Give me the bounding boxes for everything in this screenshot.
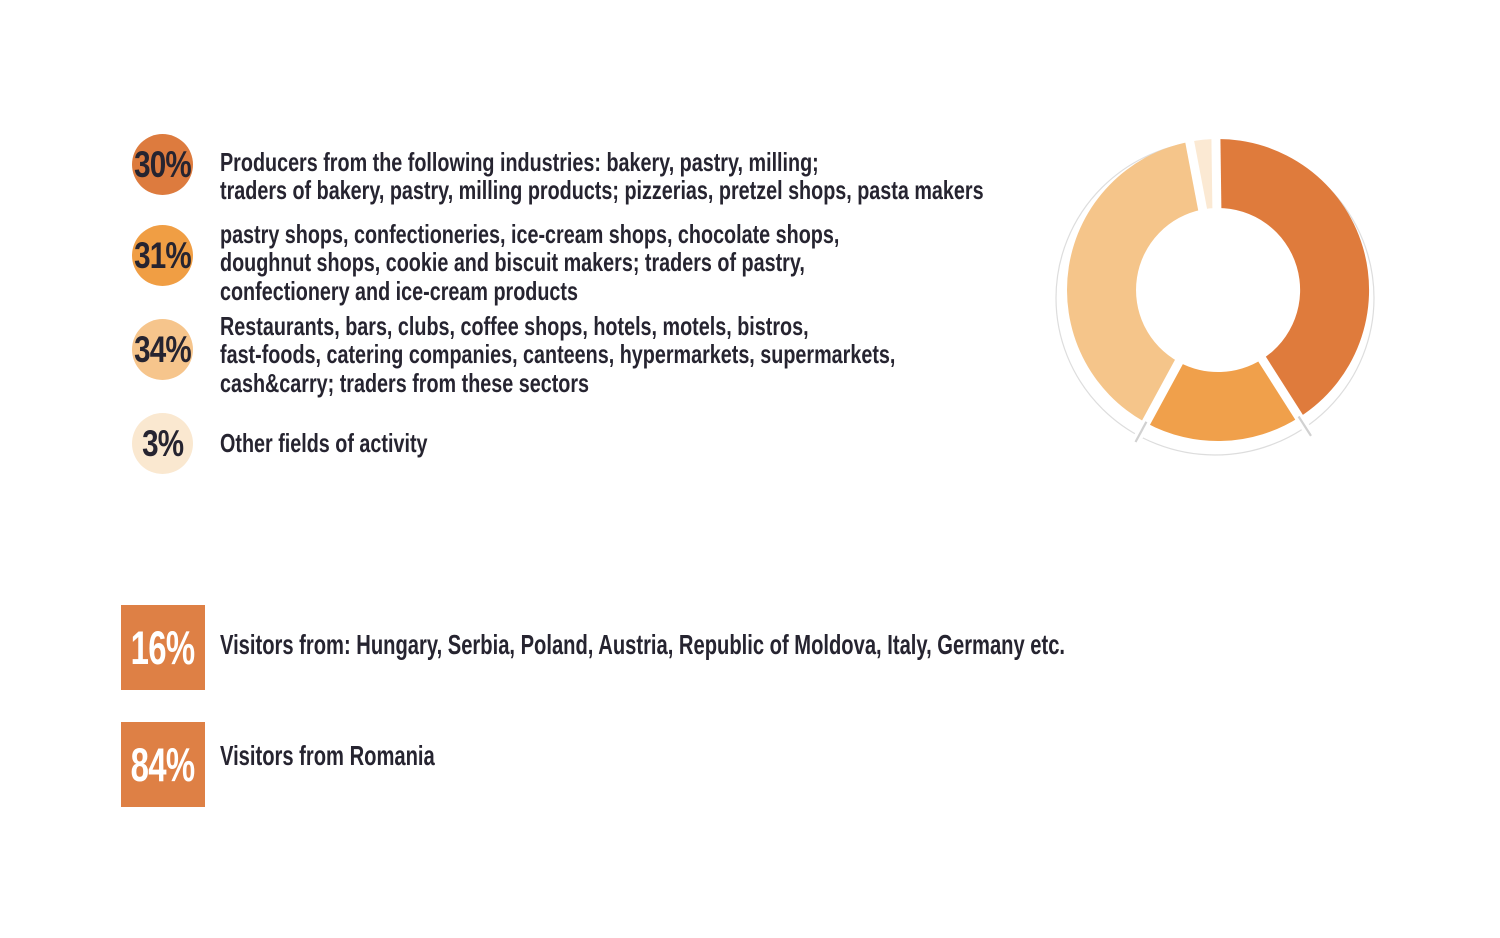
stat-pct-romania-visitors: 84% xyxy=(131,738,195,791)
legend-swatch-other xyxy=(132,413,193,474)
donut-chart xyxy=(1040,110,1400,470)
legend-pct-other: 3% xyxy=(141,422,184,464)
desc-line: Restaurants, bars, clubs, coffee shops, hotels, motels, bistros, xyxy=(220,311,809,341)
legend-desc-pastry-shops xyxy=(220,220,839,305)
desc-line: pastry shops, confectioneries, ice-cream shops, chocolate shops, xyxy=(220,219,840,249)
stat-square-romania-visitors xyxy=(121,722,205,807)
legend-pct-restaurants: 34% xyxy=(134,328,191,370)
legend-pct-producers: 30% xyxy=(134,143,191,185)
stat-label-foreign-visitors: Visitors from: Hungary, Serbia, Poland, Austria, Republic of Moldova, Italy, Germany etc. xyxy=(220,629,1066,660)
desc-line: confectionery and ice-cream products xyxy=(220,275,578,306)
legend-pct-pastry-shops: 31% xyxy=(134,234,191,276)
legend-desc-producers xyxy=(220,148,984,205)
legend-swatch-restaurants xyxy=(132,319,193,380)
stat-pct-foreign-visitors: 16% xyxy=(131,621,195,674)
desc-line: fast-foods, catering companies, canteens, hypermarkets, supermarkets, xyxy=(220,339,896,370)
desc-line: traders of bakery, pastry, milling products; pizzerias, pretzel shops, pasta makers xyxy=(220,175,984,206)
legend-swatch-pastry-shops xyxy=(132,225,193,286)
legend-swatch-producers xyxy=(132,134,193,195)
donut-hole xyxy=(1137,209,1299,371)
legend-desc-restaurants xyxy=(220,312,895,397)
stat-square-foreign-visitors xyxy=(121,605,205,690)
desc-line: cash&carry; traders from these sectors xyxy=(220,367,590,398)
desc-line: doughnut shops, cookie and biscuit makers; traders of pastry, xyxy=(220,247,805,278)
donut-segment-gap xyxy=(1216,123,1217,224)
desc-line: Other fields of activity xyxy=(220,428,428,458)
desc-line: Producers from the following industries: bakery, pastry, milling; xyxy=(220,147,819,177)
legend-desc-other xyxy=(220,429,428,457)
stat-label-romania-visitors: Visitors from Romania xyxy=(220,740,435,771)
